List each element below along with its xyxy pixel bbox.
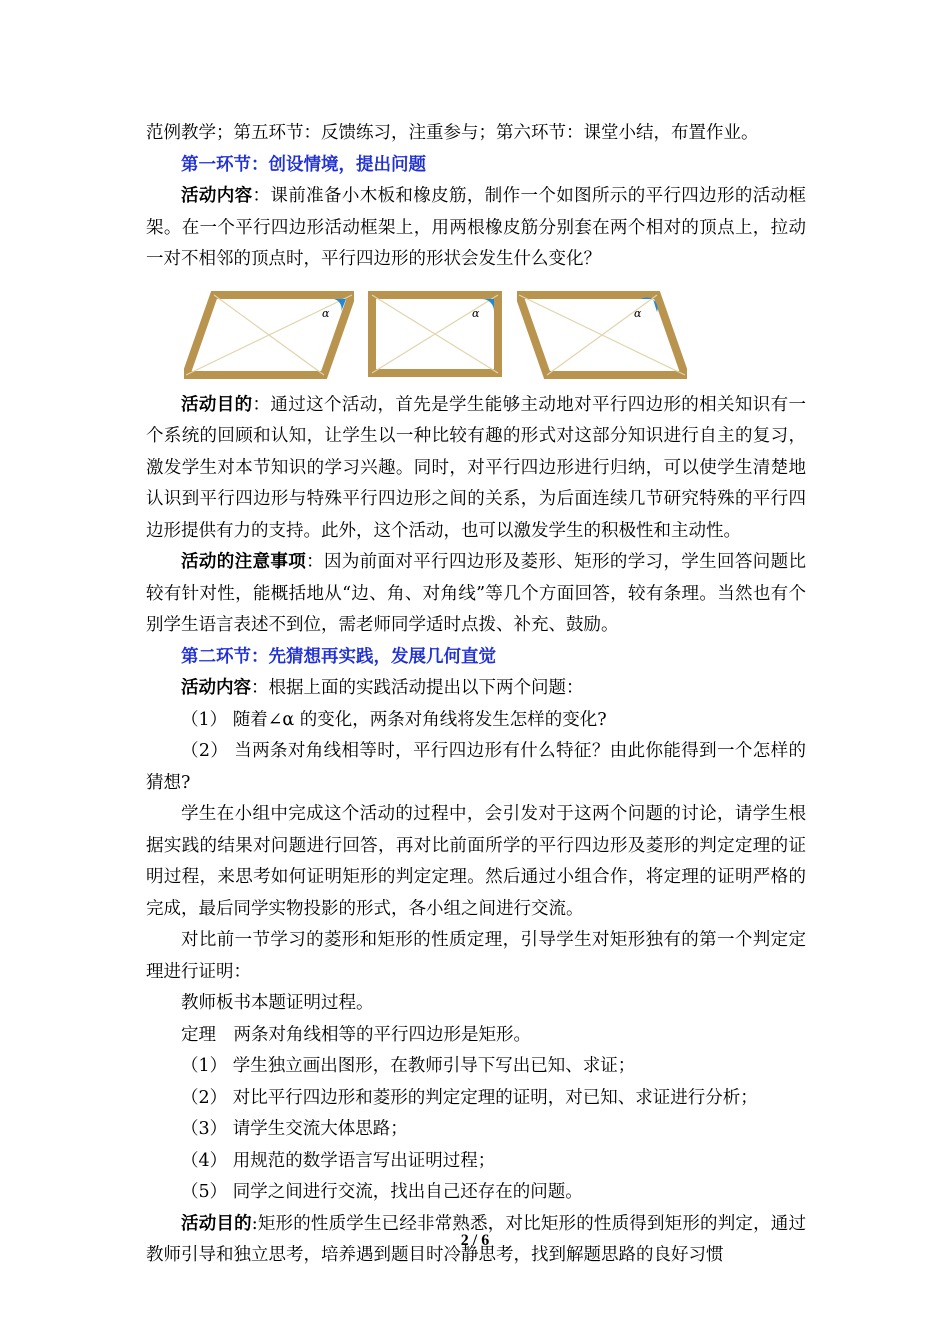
question-1: （1） 随着∠α 的变化，两条对角线将发生怎样的变化?: [181, 709, 607, 730]
parallelogram-figures: [184, 290, 806, 382]
section1-heading: 第一环节：创设情境，提出问题: [181, 154, 426, 175]
step-item: （3） 请学生交流大体思路；: [181, 1119, 408, 1139]
purpose1-paragraph: [146, 390, 806, 548]
page-number: 2 / 6: [460, 1232, 490, 1249]
students-paragraph: 学生在小组中完成这个活动的过程中，会引发对于这两个问题的讨论，请学生根据实践的结果对问题进行回答，再对比前面所学的平行四边形及菱形的判定定理的证明过程，来思考如何证明矩形的判定定理。然后通过小组合作，将定理的证明严格的完成，最后同学实物投影的形式，各小组之间进行交流。: [146, 804, 806, 919]
purpose2-label: 活动目的: [181, 1213, 252, 1234]
theorem-line: 定理 两条对角线相等的平行四边形是矩形。: [181, 1024, 531, 1045]
activity1-label: 活动内容: [181, 186, 253, 206]
frame-figure-rectangle: [368, 290, 503, 380]
notes-label: 活动的注意事项: [181, 552, 307, 572]
activity2-label: 活动内容: [181, 678, 251, 698]
question-2: （2） 当两条对角线相等时，平行四边形有什么特征？由此你能得到一个怎样的猜想?: [146, 741, 806, 793]
angle-label: α: [634, 306, 642, 320]
board-paragraph: 教师板书本题证明过程。: [181, 993, 374, 1013]
compare-paragraph: 对比前一节学习的菱形和矩形的性质定理，引导学生对矩形独有的第一个判定定理进行证明：: [146, 930, 806, 982]
frame-figure-slanted-right: [517, 290, 687, 380]
step-item: （4） 用规范的数学语言写出证明过程；: [181, 1150, 496, 1171]
notes-text: ：因为前面对平行四边形及菱形、矩形的学习，学生回答问题比较有针对性，能概括地从“边、角、对角线”等几个方面回答，较有条理。当然也有个别学生语言表述不到位，需老师同学适时点拨、补充、鼓励。: [146, 552, 807, 635]
purpose1-text: ：通过这个活动，首先是学生能够主动地对平行四边形的相关知识有一个系统的回顾和认知，让学生以一种比较有趣的形式对这部分知识进行自主的复习，激发学生对本节知识的学习兴趣。同时，对平行四边形进行归纳，可以使学生清楚地认识到平行四边形与特殊平行四边形之间的关系，为后面连续几节研究特殊的平行四边形提供有力的支持。此外，这个活动，也可以激发学生的积极性和主动性。: [146, 394, 807, 541]
step-item: （5） 同学之间进行交流，找出自己还存在的问题。: [181, 1182, 583, 1202]
notes-paragraph: [146, 547, 806, 642]
angle-label: α: [472, 306, 480, 320]
step-item: （2） 对比平行四边形和菱形的判定定理的证明，对已知、求证进行分析；: [181, 1087, 758, 1108]
step-item: （1） 学生独立画出图形，在教师引导下写出已知、求证；: [181, 1056, 636, 1076]
purpose1-label: 活动目的: [181, 394, 253, 415]
section2-heading: 第二环节：先猜想再实践，发展几何直觉: [181, 646, 496, 667]
activity2-paragraph: [146, 673, 806, 705]
angle-label: α: [322, 306, 330, 320]
activity1-paragraph: [146, 181, 806, 276]
activity2-text: ：根据上面的实践活动提出以下两个问题：: [251, 678, 584, 698]
activity1-text: ：课前准备小木板和橡皮筋，制作一个如图所示的平行四边形的活动框架。在一个平行四边形活动框架上，用两根橡皮筋分别套在两个相对的顶点上，拉动一对不相邻的顶点时，平行四边形的形状会发生什么变化？: [146, 186, 807, 269]
intro-line: 范例教学；第五环节：反馈练习，注重参与；第六环节：课堂小结，布置作业。: [146, 123, 759, 143]
purpose2-text: :矩形的性质学生已经非常熟悉，对比矩形的性质得到矩形的判定，通过教师引导和独立思考，培养遇到题目时冷静思考，找到解题思路的良好习惯: [146, 1213, 806, 1265]
page-content: [146, 118, 806, 1272]
frame-figure-slanted-left: [184, 290, 354, 380]
